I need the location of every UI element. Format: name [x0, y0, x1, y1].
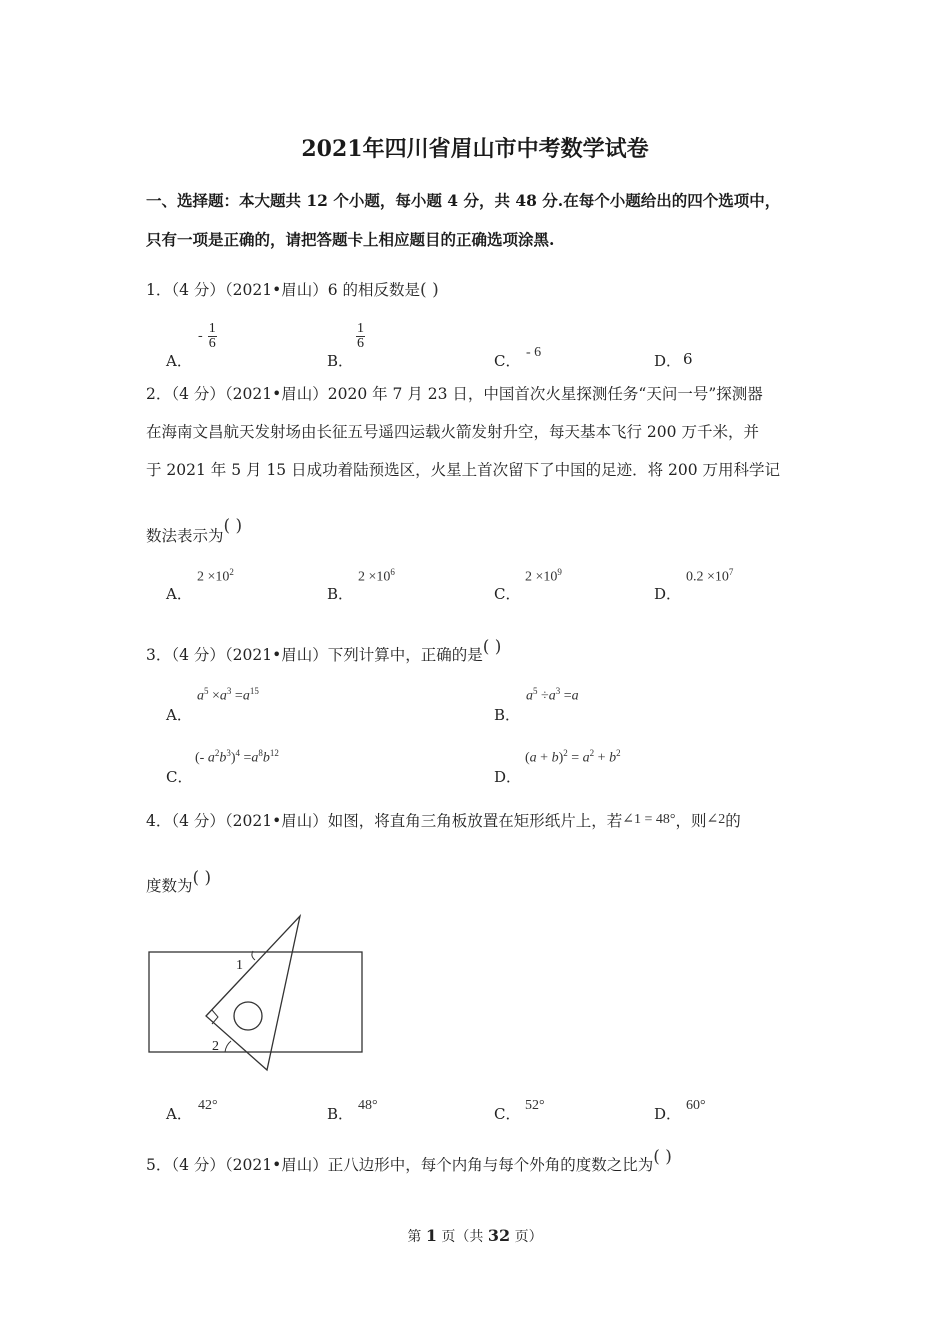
q3-stem-text: 3．（4 分）（2021•眉山）下列计算中，正确的是 — [146, 646, 483, 664]
q1-b-fraction — [356, 322, 365, 351]
q4-option-b-label: B． — [327, 1105, 354, 1123]
page-title: 2021年四川省眉山市中考数学试卷 — [301, 136, 649, 162]
q2-b-exponent: 6 — [390, 567, 395, 577]
angle2-arc — [225, 1041, 231, 1052]
q3a-eq: = — [231, 688, 243, 704]
q3d-plus2: + — [594, 750, 606, 766]
q3c-var-a2: a — [251, 750, 259, 766]
q2-d-exponent: 7 — [728, 567, 734, 577]
q3c-rp: ) — [230, 750, 236, 766]
footer-total-pages: 32 — [487, 1226, 511, 1245]
q1-a-denominator: 6 — [208, 336, 216, 351]
q3d-var-b2: b — [609, 750, 617, 766]
q2-d-base: 0.2 ×10 — [686, 569, 729, 585]
q3-option-c-label: C． — [166, 768, 193, 786]
q3d-var-a: a — [529, 750, 537, 766]
q3d-exp-outer: 2 — [563, 748, 568, 758]
q5-answer-paren: ( ) — [653, 1147, 672, 1167]
q2-option-b — [358, 567, 395, 586]
section-header-line1: 一、选择题：本大题共 12 个小题，每小题 4 分，共 48 分.在每个小题给出的四个选项中， — [146, 191, 781, 210]
q2-option-d — [686, 567, 733, 586]
q4-stem — [146, 809, 741, 831]
q3a-exp2: 3 — [226, 686, 232, 696]
q3-option-a — [197, 686, 259, 705]
q3c-eq: = — [240, 750, 252, 766]
q3-option-d-label: D． — [494, 768, 522, 786]
q2-answer-paren: ( ) — [223, 516, 243, 536]
q3c-exp-b2: 12 — [269, 748, 279, 758]
q4-option-d: 60° — [686, 1098, 706, 1113]
q4-stem-post: 的 — [725, 812, 741, 830]
q5-stem-text: 5．（4 分）（2021•眉山）正八边形中，每个内角与每个外角的度数之比为 — [146, 1156, 654, 1174]
q1-option-c: - 6 — [526, 345, 542, 360]
q3d-plus: + — [536, 750, 549, 766]
q3a-var3: a — [242, 688, 250, 704]
q1-stem-text: 1．（4 分）（2021•眉山）6 的相反数是 — [146, 281, 421, 299]
q2-b-base: 2 ×10 — [358, 569, 391, 585]
q2-option-a-label: A． — [166, 585, 192, 603]
q1-option-b — [356, 322, 365, 351]
q3d-rp: ) — [558, 750, 564, 766]
q3c-lp: ( — [195, 750, 200, 766]
q2-option-b-label: B． — [327, 585, 354, 603]
right-triangle — [206, 916, 300, 1070]
q2-c-exponent: 9 — [557, 567, 562, 577]
q2-option-a — [197, 567, 234, 586]
q3a-op: × — [208, 688, 220, 704]
footer-page-number: 1 — [425, 1226, 437, 1245]
q4-angle1: ∠1 = 48° — [622, 812, 676, 827]
q1-option-c-label: C． — [494, 352, 521, 370]
section-header-line2: 只有一项是正确的，请把答题卡上相应题目的正确选项涂黑. — [146, 230, 555, 249]
q2-option-c-label: C． — [494, 585, 521, 603]
q3c-var-a: a — [207, 750, 215, 766]
q3b-eq: = — [560, 688, 572, 704]
q1-b-numerator: 1 — [357, 321, 364, 336]
q1-answer-paren: ( ) — [420, 280, 439, 300]
angle2-label: 2 — [212, 1039, 219, 1054]
q3d-var-b: b — [551, 750, 559, 766]
q3-option-b-label: B． — [494, 706, 521, 724]
q3c-exp-outer: 4 — [235, 748, 241, 758]
q3-option-c — [195, 748, 279, 767]
footer-pre: 第 — [407, 1229, 426, 1245]
q3c-exp-a: 2 — [214, 748, 220, 758]
q3c-exp-a2: 8 — [258, 748, 263, 758]
q1-a-sign: - — [198, 328, 203, 344]
q1-option-a — [198, 322, 217, 351]
q3c-exp-b: 3 — [226, 748, 231, 758]
q3c-minus: - — [199, 750, 208, 766]
q4-option-c-label: C． — [494, 1105, 521, 1123]
q2-option-d-label: D． — [654, 585, 682, 603]
q3a-var: a — [197, 688, 204, 704]
q3-stem — [146, 637, 502, 665]
q3-option-d — [525, 748, 621, 767]
q2-line4-text: 数法表示为 — [146, 527, 224, 545]
q2-line2: 在海南文昌航天发射场由长征五号遥四运载火箭发射升空，每天基本飞行 200 万千米，并 — [146, 423, 759, 441]
footer-post: 页） — [510, 1229, 543, 1245]
q2-a-exponent: 2 — [229, 567, 234, 577]
q1-option-d-label: D． — [654, 352, 682, 370]
q3d-eq: = — [567, 750, 580, 766]
q4-option-a-label: A． — [166, 1105, 192, 1123]
q3c-var-b2: b — [262, 750, 270, 766]
q4-line2-text: 度数为 — [146, 877, 193, 895]
q3b-var: a — [526, 688, 533, 704]
q2-a-base: 2 ×10 — [197, 569, 230, 585]
q3-answer-paren: ( ) — [482, 637, 502, 657]
q1-option-a-label: A． — [166, 352, 192, 370]
q3b-var3: a — [571, 688, 579, 704]
q4-line2 — [146, 868, 212, 896]
q2-line3: 于 2021 年 5 月 15 日成功着陆预选区，火星上首次留下了中国的足迹．将 200 万用科学记 — [146, 461, 781, 479]
angle1-label: 1 — [236, 958, 243, 973]
q3d-lp: ( — [525, 750, 530, 766]
q1-option-b-label: B． — [327, 352, 354, 370]
q3a-exp1: 5 — [204, 686, 209, 696]
q4-stem-mid: ，则 — [675, 812, 707, 830]
q4-stem-pre: 4．（4 分）（2021•眉山）如图，将直角三角板放置在矩形纸片上，若 — [146, 812, 623, 830]
q2-c-base: 2 ×10 — [525, 569, 558, 585]
q4-option-b: 48° — [358, 1098, 378, 1113]
q3b-exp1: 5 — [533, 686, 538, 696]
q3-option-b — [526, 686, 579, 705]
q4-option-c: 52° — [525, 1098, 545, 1113]
footer-mid: 页（共 — [436, 1229, 488, 1245]
q2-line1: 2．（4 分）（2021•眉山）2020 年 7 月 23 日，中国首次火星探测任务“天问一号”探测器 — [146, 385, 763, 403]
q3d-exp-b2: 2 — [616, 748, 621, 758]
q3-option-a-label: A． — [166, 706, 192, 724]
q2-option-c — [525, 567, 562, 586]
q1-a-fraction — [208, 322, 217, 351]
q1-option-d: 6 — [683, 350, 693, 368]
q1-stem — [146, 278, 439, 300]
q3a-var2: a — [219, 688, 227, 704]
rectangle-paper — [149, 952, 362, 1052]
q4-angle2: ∠2 — [706, 812, 726, 827]
q1-a-numerator: 1 — [208, 321, 216, 336]
q3d-var-a2: a — [582, 750, 590, 766]
q3b-op: ÷ — [537, 688, 549, 704]
q5-stem — [146, 1147, 672, 1175]
q3b-exp2: 3 — [555, 686, 561, 696]
q3d-exp-a2: 2 — [589, 748, 595, 758]
q4-figure — [140, 908, 380, 1083]
q4-option-d-label: D． — [654, 1105, 682, 1123]
q4-option-a: 42° — [198, 1098, 218, 1113]
q4-answer-paren: ( ) — [192, 868, 212, 888]
q3c-var-b: b — [219, 750, 227, 766]
q3b-var2: a — [548, 688, 556, 704]
q3a-exp3: 15 — [249, 686, 259, 696]
triangle-hole-circle — [234, 1002, 262, 1030]
page-footer — [0, 1226, 950, 1246]
q2-line4 — [146, 516, 243, 546]
q1-b-denominator: 6 — [357, 336, 364, 351]
